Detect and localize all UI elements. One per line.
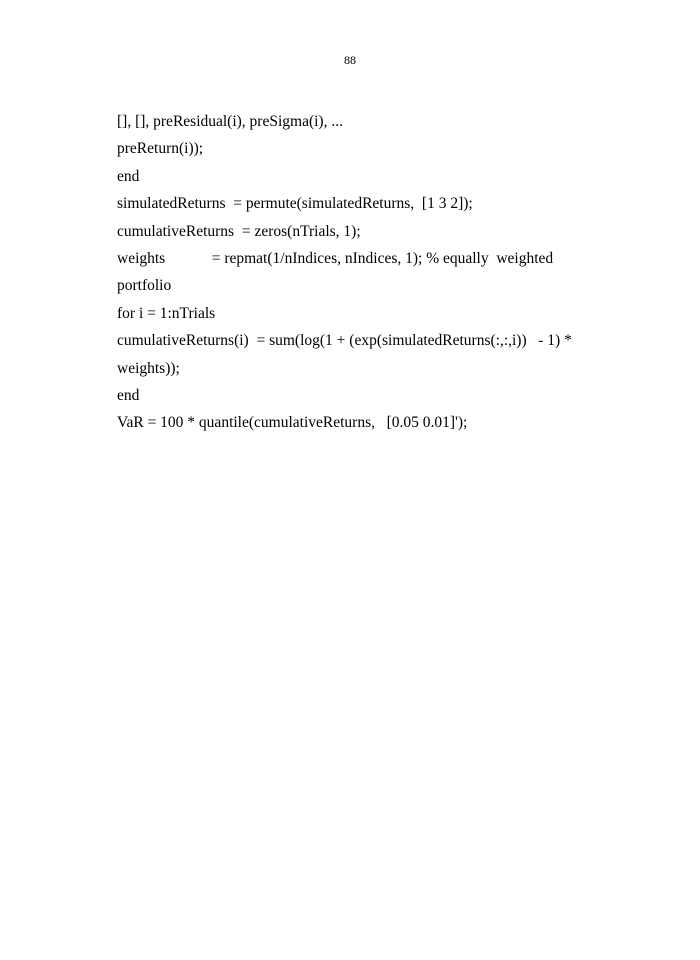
code-line: weights)); xyxy=(117,359,180,377)
code-line: for i = 1:nTrials xyxy=(117,304,216,322)
code-line: weights = repmat(1/nIndices, nIndices, 1); % equally weighted xyxy=(117,249,554,267)
code-line: cumulativeReturns(i) = sum(log(1 + (exp(simulatedReturns(:,:,i)) - 1) * xyxy=(117,332,572,350)
page-number: 88 xyxy=(344,53,356,67)
code-line: portfolio xyxy=(117,277,172,295)
code-line: preReturn(i)); xyxy=(117,140,204,158)
code-line: simulatedReturns = permute(simulatedReturns, [1 3 2]); xyxy=(117,195,473,213)
matlab-code-block xyxy=(117,112,607,441)
code-line: [], [], preResidual(i), preSigma(i), ... xyxy=(117,113,343,130)
code-line: end xyxy=(117,167,140,185)
code-line: cumulativeReturns = zeros(nTrials, 1); xyxy=(117,222,361,240)
code-line: VaR = 100 * quantile(cumulativeReturns, [0.05 0.01]'); xyxy=(117,414,468,432)
code-line: end xyxy=(117,386,140,404)
